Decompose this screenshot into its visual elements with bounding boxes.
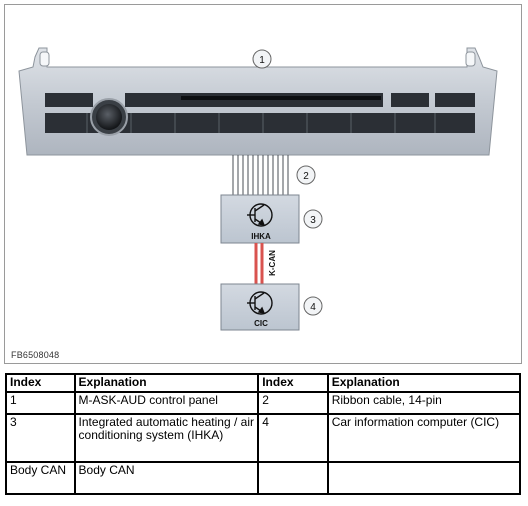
callout-3 <box>304 210 322 228</box>
table-row <box>6 462 520 494</box>
legend-table <box>5 373 521 495</box>
table-cell: 2 <box>258 392 328 414</box>
header-explanation-2: Explanation <box>328 374 520 392</box>
table-cell: Car information computer (CIC) <box>328 414 520 462</box>
table-row <box>6 392 520 414</box>
table-cell <box>328 462 520 494</box>
k-can-bus <box>256 243 277 284</box>
table-cell: 4 <box>258 414 328 462</box>
diagram-figure <box>4 4 522 364</box>
cic-module <box>221 284 299 330</box>
header-index-1: Index <box>6 374 75 392</box>
header-explanation-1: Explanation <box>75 374 259 392</box>
table-cell <box>258 462 328 494</box>
callout-4 <box>304 297 322 315</box>
table-cell: Integrated automatic heating / air conditioning system (IHKA) <box>75 414 259 462</box>
ribbon-cable <box>233 155 288 195</box>
table-header-row <box>6 374 520 392</box>
table-cell: Body CAN <box>75 462 259 494</box>
k-can-label: K-CAN <box>268 250 277 276</box>
figure-id: FB6508048 <box>11 350 60 360</box>
table-row <box>6 414 520 462</box>
callout-2 <box>297 166 315 184</box>
cic-label: CIC <box>254 319 268 328</box>
ihka-label: IHKA <box>251 232 271 241</box>
table-cell: 1 <box>6 392 75 414</box>
table-cell: 3 <box>6 414 75 462</box>
svg-text:4: 4 <box>310 302 316 313</box>
diagram-canvas <box>5 5 521 363</box>
table-cell: Body CAN <box>6 462 75 494</box>
header-index-2: Index <box>258 374 328 392</box>
callout-1 <box>253 50 271 68</box>
svg-text:3: 3 <box>310 215 316 226</box>
table-cell: M-ASK-AUD control panel <box>75 392 259 414</box>
ihka-module <box>221 195 299 243</box>
svg-text:1: 1 <box>259 55 265 66</box>
svg-text:2: 2 <box>303 171 309 182</box>
table-cell: Ribbon cable, 14-pin <box>328 392 520 414</box>
